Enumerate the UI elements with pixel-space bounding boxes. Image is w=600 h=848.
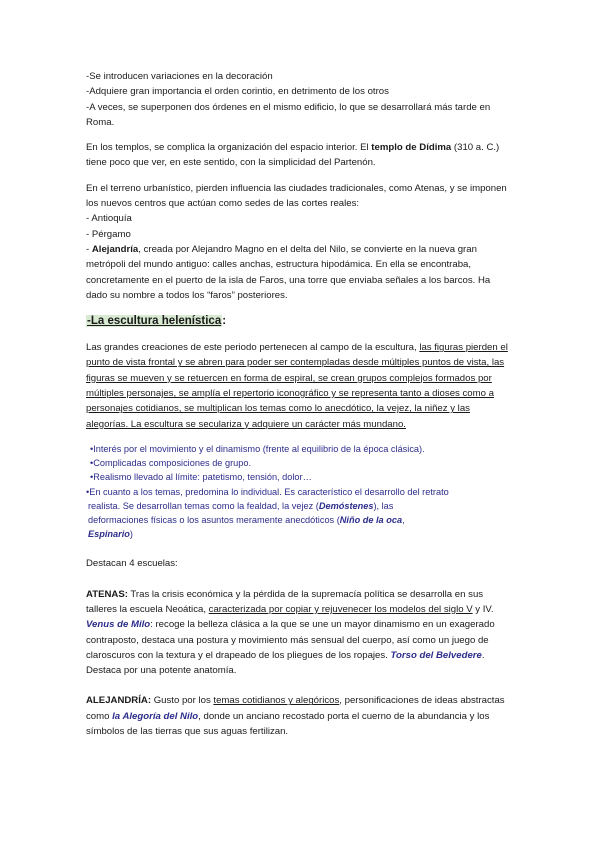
temple-name: templo de Dídima <box>371 142 452 154</box>
feature-item: •Interés por el movimiento y el dinamismo (frente al equilibrio de la época clásica). <box>90 443 425 454</box>
work-title: Demóstenes <box>318 500 374 511</box>
intro-bullet: -Se introducen variaciones en la decoración <box>86 71 273 82</box>
portrait-line: Espinario) <box>88 529 133 540</box>
temples-paragraph: En los templos, se complica la organización del espacio interior. El templo de Dídima (310 a. C.) tiene poco que ver, en este sentido, con la simplicidad del Partenón. <box>86 142 500 169</box>
portrait-line: deformaciones físicas o los asuntos meramente anecdóticos (Niño de la oca, <box>88 514 405 525</box>
alexandria-name: Alejandría <box>91 243 139 255</box>
school-label: ATENAS: <box>86 588 128 600</box>
schools-intro: Destacan 4 escuelas: <box>86 558 178 570</box>
alejandria-paragraph: ALEJANDRÍA: Gusto por los temas cotidianos y alegóricos, personificaciones de ideas abstractas como la Alegoría del Nilo, donde un anciano recostado porta el cuerno de la abundancia y los símbolos de las tierras que sus aguas fertilizan. <box>86 695 505 738</box>
work-title: la Alegoría del Nilo <box>112 710 199 722</box>
city-item: - Antioquía <box>86 213 132 225</box>
work-title: Niño de la oca <box>339 514 403 525</box>
urban-intro: En el terreno urbanístico, pierden influencia las ciudades tradicionales, como Atenas, y se imponen los nuevos centros que actúan como sedes de las cortes reales: <box>86 182 507 210</box>
school-label: ALEJANDRÍA: <box>86 695 152 707</box>
document-body <box>86 69 514 739</box>
sculpture-paragraph: Las grandes creaciones de este periodo pertenecen al campo de la escultura, las figuras pierden el punto de vista frontal y se abren para poder ser contempladas desde múltiples puntos de vista, las figuras se mueven y se retuercen en forma de espiral, se crean grupos complejos formados por múltiples personajes, se amplía el repertorio iconográfico y se representa tanto a dioses como a personajes cotidianos, se multiplican los temas como lo anecdótico, la vejez, la niñez y las alegorías. La escultura se seculariza y adquiere un carácter más mundano. <box>86 342 508 430</box>
portrait-line: •En cuanto a los temas, predomina lo individual. Es característico el desarrollo del retrato <box>86 486 449 497</box>
intro-bullet: -A veces, se superponen dos órdenes en el mismo edificio, lo que se desarrollará más tarde en Roma. <box>86 101 491 128</box>
sculpture-underlined: las figuras pierden el punto de vista frontal y se abren para poder ser contempladas desde múltiples puntos de vista, las figuras se mueven y se retuercen en forma de espiral, se crean grupos complejos formados por múltiples personajes, se amplía el repertorio iconográfico y se representa tanto a dioses como a personajes cotidianos, se multiplican los temas como lo anecdótico, la vejez, la niñez y las alegorías. La escultura se seculariza y adquiere un carácter más mundano. <box>86 342 508 430</box>
atenas-paragraph: ATENAS: Tras la crisis económica y la pérdida de la supremacía política se desarrolla en sus talleres la escuela Neoática, caracterizada por copiar y rejuvenecer los modelos del siglo V y IV. Venus de Milo: recoge la belleza clásica a la que se une un mayor dinamismo en un exagerado contraposto, destaca una postura y movimiento más sensual del cuerpo, así como un juego de claroscuros con la textura y el drapeado de los pliegues de los ropajes. Torso del Belvedere. Destaca por una potente anatomía. <box>86 588 495 677</box>
work-title: Espinario <box>88 529 130 540</box>
work-title: Venus de Milo <box>86 619 151 631</box>
city-item: - Pérgamo <box>86 228 131 240</box>
feature-item: •Realismo llevado al límite: patetismo, tensión, dolor… <box>90 472 312 483</box>
intro-bullet: -Adquiere gran importancia el orden corintio, en detrimento de los otros <box>86 86 389 98</box>
alexandria-paragraph: - Alejandría, creada por Alejandro Magno en el delta del Nilo, se convierte en la nueva gran metrópoli del mundo antiguo: calles anchas, estructura hipodámica. En ella se encontraba, concretamente en el puerto de la isla de Faros, una torre que enviaba señales a los barcos. Ha dado su nombre a todos los “faros” posteriores. <box>86 243 491 301</box>
feature-item: •Complicadas composiciones de grupo. <box>90 458 252 469</box>
portrait-line: realista. Se desarrollan temas como la fealdad, la vejez (Demóstenes), las <box>88 500 394 511</box>
section-title: -La escultura helenística: <box>87 315 227 328</box>
work-title: Torso del Belvedere <box>390 649 482 661</box>
